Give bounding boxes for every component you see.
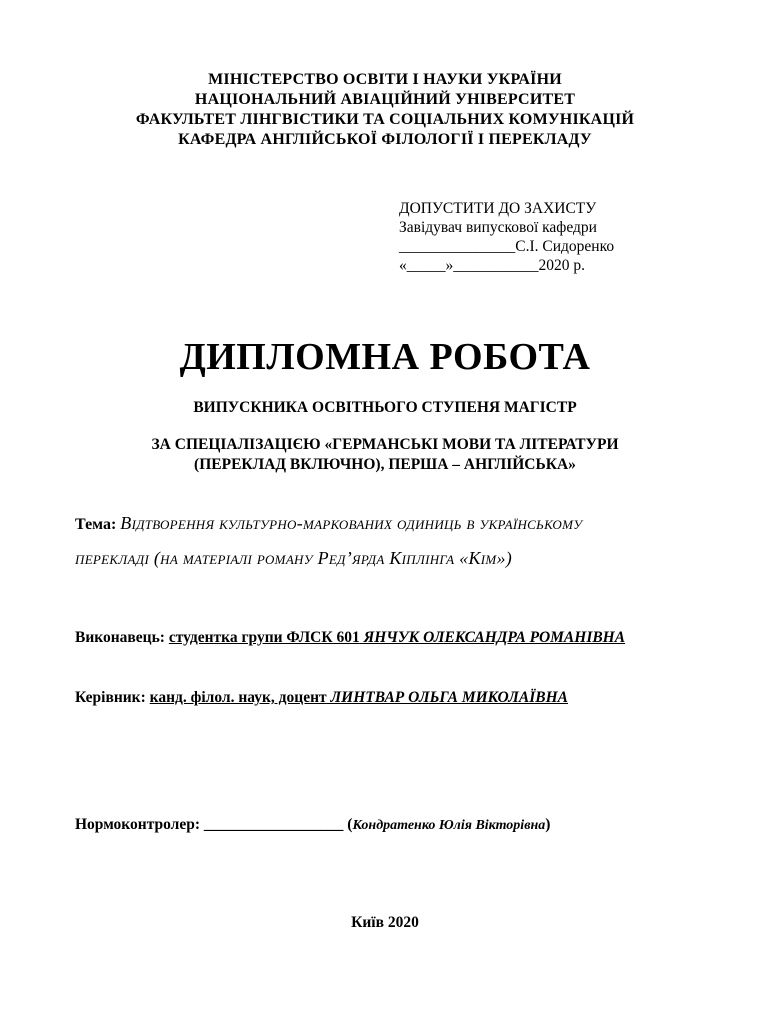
supervisor-label: Керівник: — [75, 689, 146, 706]
topic-label: Тема: — [75, 516, 117, 533]
executor-label: Виконавець: — [75, 629, 165, 646]
normcontroller-blank: __________________ — [203, 816, 344, 833]
ministry-line: МІНІСТЕРСТВО ОСВІТИ І НАУКИ УКРАЇНИ — [208, 71, 562, 88]
supervisor-name: ЛИНТВАР ОЛЬГА МИКОЛАЇВНА — [330, 689, 568, 706]
executor-group: студентка групи ФЛСК 601 — [168, 629, 360, 646]
approval-heading: ДОПУСТИТИ ДО ЗАХИСТУ — [399, 200, 597, 217]
supervisor-row — [75, 689, 568, 707]
normcontroller-close-paren: ) — [545, 816, 551, 833]
document-title: ДИПЛОМНА РОБОТА — [179, 336, 591, 378]
normcontroller-label: Нормоконтролер: — [75, 816, 201, 833]
approval-signature: _______________С.І. Сидоренко — [399, 238, 615, 255]
approval-date: «_____»___________2020 р. — [399, 257, 585, 274]
topic-line-2 — [75, 548, 512, 569]
topic-text-1: Відтворення культурно-маркованих одиниць в українському — [120, 513, 583, 533]
document-subtitle: ВИПУСКНИКА ОСВІТНЬОГО СТУПЕНЯ МАГІСТР — [193, 399, 577, 416]
approval-position: Завідувач випускової кафедри — [399, 219, 597, 236]
city-year: Київ 2020 — [351, 914, 419, 931]
executor-name: ЯНЧУК ОЛЕКСАНДРА РОМАНІВНА — [363, 629, 626, 646]
normcontroller-name: Кондратенко Юлія Вікторівна — [352, 818, 546, 833]
faculty-line: ФАКУЛЬТЕТ ЛІНГВІСТИКИ ТА СОЦІАЛЬНИХ КОМУНІКАЦІЙ — [135, 111, 635, 128]
supervisor-value — [150, 689, 568, 706]
specialization-line-2: (ПЕРЕКЛАД ВКЛЮЧНО), ПЕРША – АНГЛІЙСЬКА» — [194, 456, 576, 473]
executor-value — [169, 629, 625, 646]
supervisor-degree: канд. філол. наук, доцент — [149, 689, 327, 706]
topic-line-1 — [75, 513, 582, 534]
university-line: НАЦІОНАЛЬНИЙ АВІАЦІЙНИЙ УНІВЕРСИТЕТ — [194, 91, 576, 108]
department-line: КАФЕДРА АНГЛІЙСЬКОЇ ФІЛОЛОГІЇ І ПЕРЕКЛАДУ — [178, 131, 592, 148]
normcontroller-row — [75, 816, 550, 834]
normcontroller-open-paren: ( — [347, 816, 353, 833]
executor-row — [75, 629, 625, 647]
topic-text-2: перекладі (на матеріалі роману Ред’ярда Кіплінга «Кім») — [75, 548, 513, 568]
specialization-line-1: ЗА СПЕЦІАЛІЗАЦІЄЮ «ГЕРМАНСЬКІ МОВИ ТА ЛІТЕРАТУРИ — [151, 436, 619, 453]
